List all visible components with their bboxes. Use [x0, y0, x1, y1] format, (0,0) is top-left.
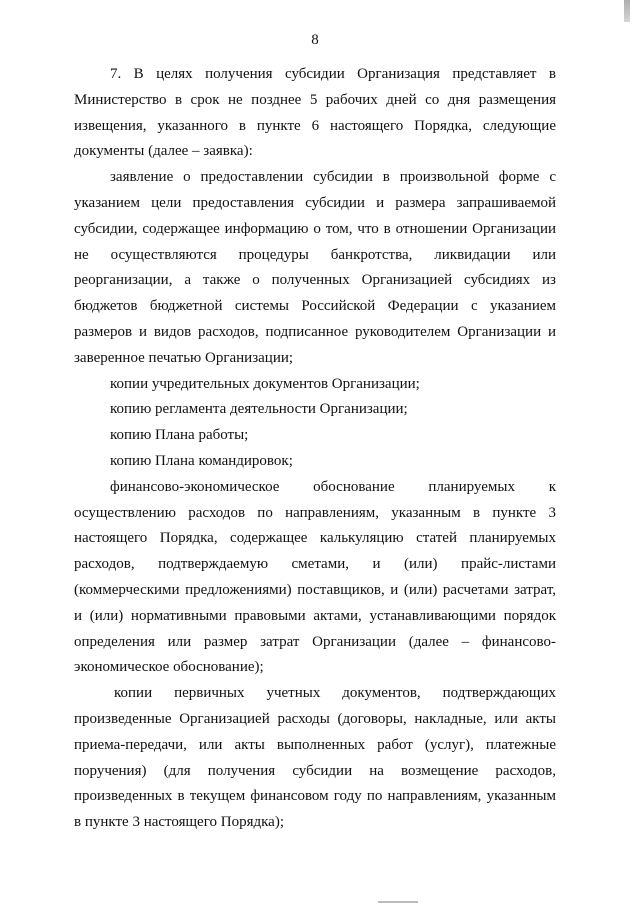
scan-artifact-bottom	[378, 901, 418, 903]
paragraph-work-plan-copy: копию Плана работы;	[110, 427, 249, 444]
paragraph-item-7: 7. В целях получения субсидии Организация представляет в Министерство в срок не позднее 5 рабочих дней со дня размещения извещения, указанного в пункте 6 настоящего Порядка, следующие документы (далее – заявка):	[74, 66, 556, 160]
paragraph-financial-justification: финансово-экономическое обоснование планируемых к осуществлению расходов по направлениям, указанным в пункте 3 настоящего Порядка, содержащее калькуляцию статей планируемых расходов, подтверждаемую сметами, и (или) прайс-листами (коммерческими предложениями) поставщиков, и (или) расчетами затрат, и (или) нормативными правовыми актами, устанавливающими порядок определения или размер затрат Организации (далее – финансово-экономическое обоснование);	[74, 478, 556, 676]
scan-artifact	[624, 0, 630, 22]
paragraph-primary-documents: копии первичных учетных документов, подтверждающих произведенные Организацией расходы (договоры, накладные, или акты приема-передачи, или акты выполненных работ (услуг), платежные поручения) (для получения субсидии на возмещение расходов, произведенных в текущем финансовом году по направлениям, указанным в пункте 3 настоящего Порядка);	[74, 685, 556, 831]
paragraph-founding-documents: копии учредительных документов Организации;	[110, 375, 420, 392]
page-number: 8	[311, 32, 319, 48]
paragraph-application-statement: заявление о предоставлении субсидии в произвольной форме с указанием цели предоставления субсидии и размера запрашиваемой субсидии, содержащее информацию о том, что в отношении Организации не осуществляются процедуры банкротства, ликвидации или реорганизации, а также о полученных Организацией субсидиях из бюджетов бюджетной системы Российской Федерации с указанием размеров и видов расходов, подписанное руководителем Организации и заверенное печатью Организации;	[74, 169, 556, 366]
paragraph-regulations-copy: копию регламента деятельности Организации;	[110, 401, 408, 418]
paragraph-travel-plan-copy: копию Плана командировок;	[110, 452, 293, 469]
